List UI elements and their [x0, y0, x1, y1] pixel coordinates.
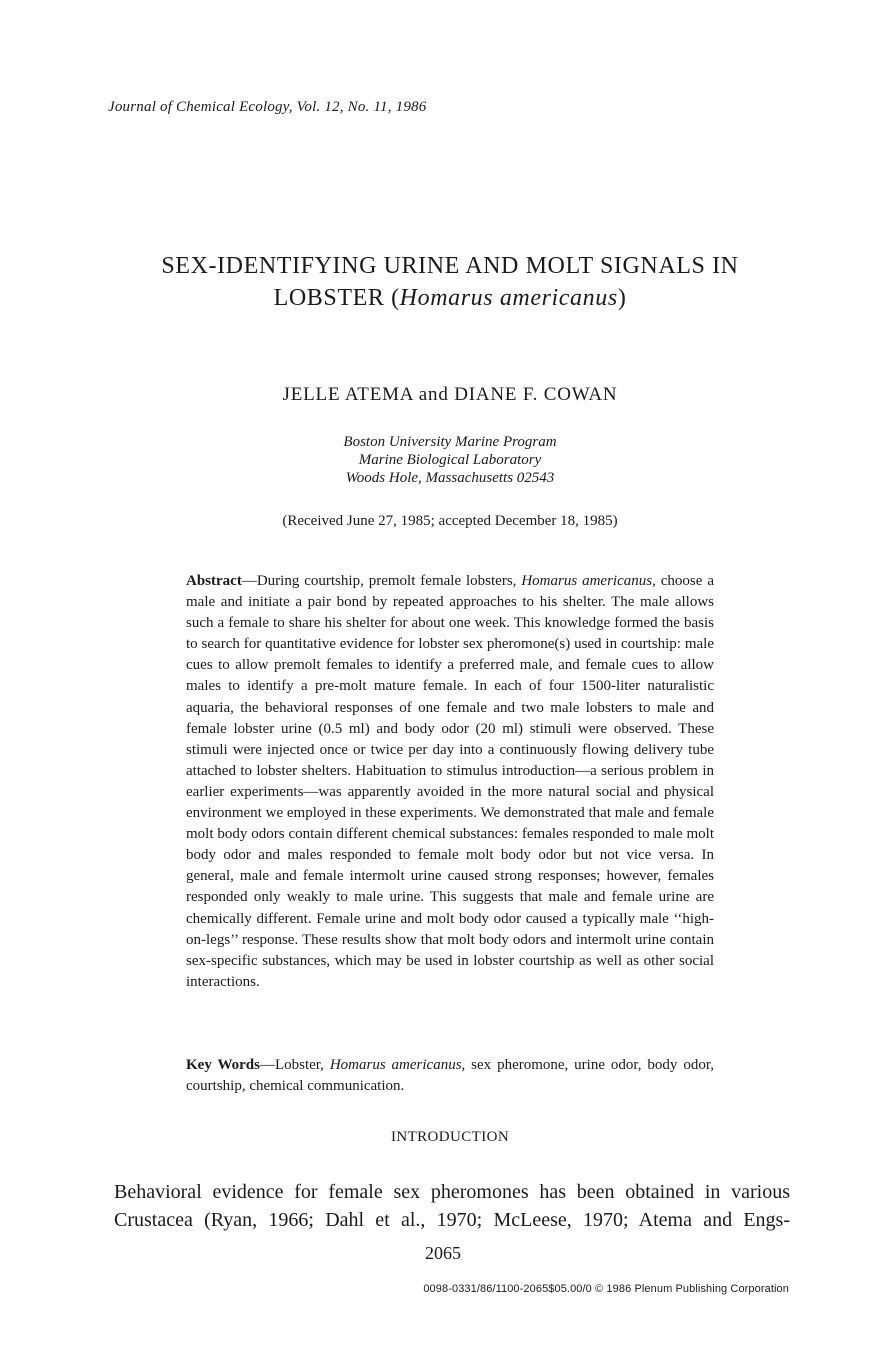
keywords-text-1: —Lobster, [259, 1057, 330, 1073]
abstract-text-1: —During courtship, premolt female lobsters, [241, 573, 522, 589]
affiliation-line-1: Boston University Marine Program [343, 434, 557, 450]
keywords-text-2: sex pheromone, urine odor, body odor, courtship, chemical communication. [186, 1057, 714, 1094]
affiliation-line-2: Marine Biological Laboratory [358, 452, 542, 468]
section-heading-introduction: INTRODUCTION [390, 1129, 510, 1145]
title-suffix: ) [617, 285, 627, 311]
received-dates: (Received June 27, 1985; accepted December 18, 1985) [282, 513, 618, 529]
article-title [0, 250, 886, 314]
copyright-footer: 0098-0331/86/1100-2065$05.00/0 © 1986 Plenum Publishing Corporation [423, 1283, 789, 1295]
author-list: JELLE ATEMA and DIANE F. COWAN [282, 384, 618, 405]
introduction-paragraph: Behavioral evidence for female sex pheromones has been obtained in various Crustacea (Ryan, 1966; Dahl et al., 1970; McLeese, 1970; Atema and Engs- [114, 1181, 790, 1231]
title-prefix: LOBSTER ( [273, 285, 400, 311]
affiliation-line-3: Woods Hole, Massachusetts 02543 [345, 470, 555, 486]
title-line-1: SEX-IDENTIFYING URINE AND MOLT SIGNALS IN [161, 253, 739, 279]
abstract [186, 571, 714, 993]
title-line-2 [0, 282, 886, 314]
journal-citation: Journal of Chemical Ecology, Vol. 12, No. 11, 1986 [108, 99, 427, 115]
affiliation [0, 433, 886, 487]
abstract-species-name: Homarus americanus [521, 573, 653, 589]
keywords-species-name: Homarus americanus, [329, 1057, 466, 1073]
abstract-label: Abstract [186, 573, 242, 589]
keywords [186, 1055, 714, 1097]
title-species-name: Homarus americanus [399, 285, 618, 311]
page-number: 2065 [425, 1243, 461, 1263]
abstract-text-2: , choose a male and initiate a pair bond by repeated approaches to his shelter. The male allows such a female to share his shelter for about one week. This knowledge formed the basis to search for quantitative evidence for lobster sex pheromone(s) used in courtship: male cues to allow premolt females to identify a preferred male, and female cues to allow males to identify a pre-molt mature female. In each of four 1500-liter naturalistic aquaria, the behavioral responses of one female and two male lobsters to male and female lobster urine (0.5 ml) and body odor (20 ml) stimuli were observed. These stimuli were injected once or twice per day into a continuously flowing delivery tube attached to lobster shelters. Habituation to stimulus introduction—a serious problem in earlier experiments—was apparently avoided in the more natural social and physical environment we employed in these experiments. We demonstrated that male and female molt body odors contain different chemical substances: females responded to male molt body odor and males responded to female molt body odor but not vice versa. In general, male and female intermolt urine caused strong responses; however, females responded only weakly to male urine. This suggests that male and female urine are chemically different. Female urine and molt body odor caused a typically male ‘‘high-on-legs’’ response. These results show that molt body odors and intermolt urine contain sex-specific substances, which may be used in lobster courtship as well as other social interactions. [186, 573, 714, 990]
keywords-label: Key Words [186, 1057, 260, 1073]
